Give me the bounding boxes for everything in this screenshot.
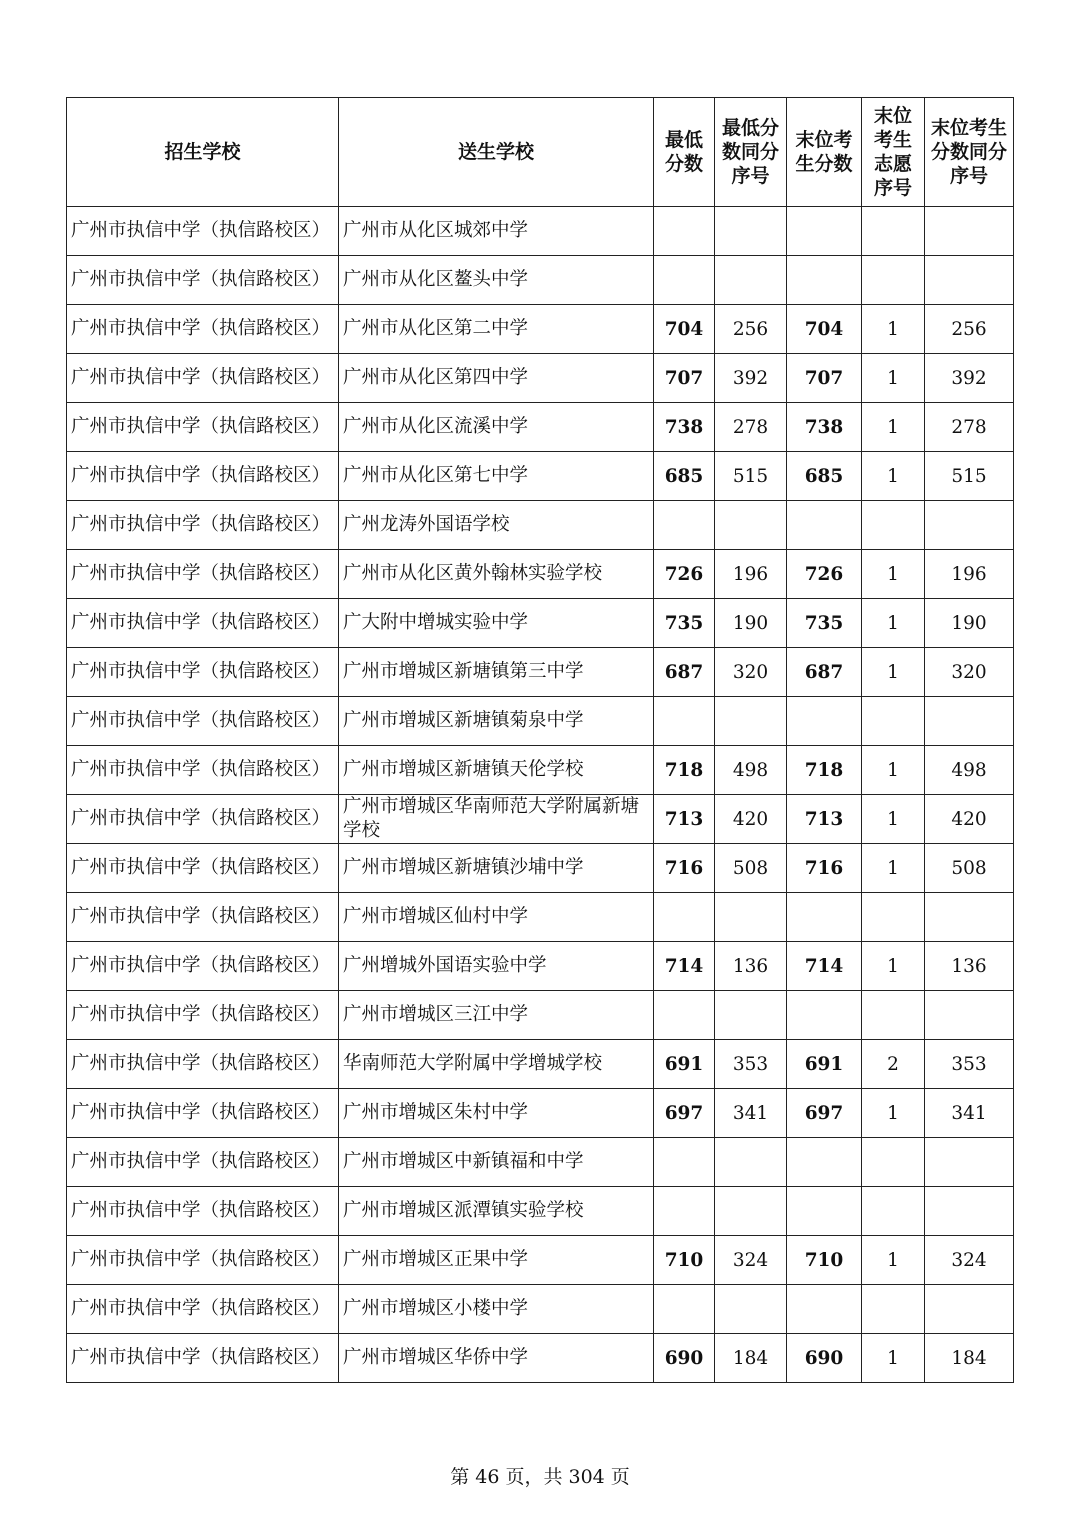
cell-min-score-rank <box>715 697 787 746</box>
cell-enroll-school: 广州市执信中学（执信路校区） <box>67 697 339 746</box>
header-last-score-rank: 末位考生 分数同分 序号 <box>925 98 1014 207</box>
table-row <box>67 1089 1014 1138</box>
cell-last-choice <box>862 991 925 1040</box>
cell-last-score-rank <box>925 207 1014 256</box>
cell-enroll-school: 广州市执信中学（执信路校区） <box>67 403 339 452</box>
cell-last-score: 726 <box>787 550 862 599</box>
cell-last-choice <box>862 1187 925 1236</box>
cell-sender-school: 广州市增城区新塘镇第三中学 <box>339 648 654 697</box>
cell-last-choice: 1 <box>862 550 925 599</box>
cell-last-score <box>787 501 862 550</box>
cell-last-score: 697 <box>787 1089 862 1138</box>
cell-enroll-school: 广州市执信中学（执信路校区） <box>67 1334 339 1383</box>
table-row <box>67 403 1014 452</box>
cell-last-choice <box>862 1138 925 1187</box>
cell-enroll-school: 广州市执信中学（执信路校区） <box>67 844 339 893</box>
cell-sender-school: 广州市增城区派潭镇实验学校 <box>339 1187 654 1236</box>
cell-last-choice: 1 <box>862 648 925 697</box>
cell-min-score-rank: 320 <box>715 648 787 697</box>
cell-min-score: 714 <box>654 942 715 991</box>
cell-last-score <box>787 697 862 746</box>
cell-min-score: 707 <box>654 354 715 403</box>
cell-last-score: 718 <box>787 746 862 795</box>
cell-min-score-rank <box>715 1138 787 1187</box>
cell-sender-school: 广州市从化区第七中学 <box>339 452 654 501</box>
header-min-score-rank: 最低分 数同分 序号 <box>715 98 787 207</box>
cell-enroll-school: 广州市执信中学（执信路校区） <box>67 207 339 256</box>
cell-last-score: 738 <box>787 403 862 452</box>
cell-last-choice: 1 <box>862 746 925 795</box>
table-row <box>67 1236 1014 1285</box>
cell-sender-school: 广州增城外国语实验中学 <box>339 942 654 991</box>
cell-last-choice: 1 <box>862 305 925 354</box>
cell-min-score <box>654 256 715 305</box>
table-row <box>67 942 1014 991</box>
cell-sender-school: 广州市增城区小楼中学 <box>339 1285 654 1334</box>
cell-last-score-rank: 320 <box>925 648 1014 697</box>
cell-min-score-rank: 256 <box>715 305 787 354</box>
table-row <box>67 452 1014 501</box>
cell-min-score: 713 <box>654 795 715 844</box>
cell-sender-school: 广大附中增城实验中学 <box>339 599 654 648</box>
cell-sender-school: 广州市增城区三江中学 <box>339 991 654 1040</box>
cell-enroll-school: 广州市执信中学（执信路校区） <box>67 942 339 991</box>
cell-min-score <box>654 1138 715 1187</box>
cell-min-score: 687 <box>654 648 715 697</box>
cell-last-score: 714 <box>787 942 862 991</box>
table-row <box>67 746 1014 795</box>
cell-last-score <box>787 1187 862 1236</box>
cell-min-score-rank: 353 <box>715 1040 787 1089</box>
cell-enroll-school: 广州市执信中学（执信路校区） <box>67 354 339 403</box>
header-sender-school: 送生学校 <box>339 98 654 207</box>
cell-last-choice <box>862 697 925 746</box>
cell-last-choice: 1 <box>862 354 925 403</box>
cell-enroll-school: 广州市执信中学（执信路校区） <box>67 1285 339 1334</box>
cell-enroll-school: 广州市执信中学（执信路校区） <box>67 305 339 354</box>
cell-min-score: 691 <box>654 1040 715 1089</box>
cell-last-choice <box>862 1285 925 1334</box>
cell-enroll-school: 广州市执信中学（执信路校区） <box>67 991 339 1040</box>
cell-last-score-rank <box>925 256 1014 305</box>
cell-last-choice: 1 <box>862 403 925 452</box>
cell-last-score: 707 <box>787 354 862 403</box>
cell-min-score-rank: 196 <box>715 550 787 599</box>
cell-last-score: 704 <box>787 305 862 354</box>
cell-sender-school: 广州市从化区鳌头中学 <box>339 256 654 305</box>
cell-last-choice <box>862 893 925 942</box>
cell-enroll-school: 广州市执信中学（执信路校区） <box>67 1236 339 1285</box>
cell-last-score: 690 <box>787 1334 862 1383</box>
cell-last-score-rank: 392 <box>925 354 1014 403</box>
cell-enroll-school: 广州市执信中学（执信路校区） <box>67 648 339 697</box>
cell-last-score: 735 <box>787 599 862 648</box>
cell-last-score: 716 <box>787 844 862 893</box>
cell-sender-school: 广州市从化区第四中学 <box>339 354 654 403</box>
cell-min-score-rank: 420 <box>715 795 787 844</box>
cell-last-choice: 1 <box>862 1334 925 1383</box>
cell-last-choice: 1 <box>862 1089 925 1138</box>
cell-min-score-rank: 341 <box>715 1089 787 1138</box>
cell-sender-school: 广州市增城区正果中学 <box>339 1236 654 1285</box>
cell-last-score-rank: 136 <box>925 942 1014 991</box>
cell-last-score-rank: 324 <box>925 1236 1014 1285</box>
cell-sender-school: 广州市从化区流溪中学 <box>339 403 654 452</box>
cell-last-choice: 1 <box>862 452 925 501</box>
cell-min-score <box>654 697 715 746</box>
cell-enroll-school: 广州市执信中学（执信路校区） <box>67 893 339 942</box>
cell-last-score-rank: 498 <box>925 746 1014 795</box>
cell-enroll-school: 广州市执信中学（执信路校区） <box>67 795 339 844</box>
table-row <box>67 844 1014 893</box>
cell-min-score: 704 <box>654 305 715 354</box>
table-row <box>67 550 1014 599</box>
cell-enroll-school: 广州市执信中学（执信路校区） <box>67 599 339 648</box>
cell-sender-school: 广州龙涛外国语学校 <box>339 501 654 550</box>
cell-last-score-rank <box>925 697 1014 746</box>
cell-last-score-rank: 508 <box>925 844 1014 893</box>
cell-sender-school: 广州市增城区新塘镇天伦学校 <box>339 746 654 795</box>
cell-last-score-rank <box>925 991 1014 1040</box>
cell-last-choice <box>862 501 925 550</box>
cell-min-score-rank <box>715 991 787 1040</box>
page-footer: 第 46 页，共 304 页 <box>450 1466 630 1488</box>
header-enroll-school: 招生学校 <box>67 98 339 207</box>
cell-min-score-rank: 498 <box>715 746 787 795</box>
cell-sender-school: 广州市增城区朱村中学 <box>339 1089 654 1138</box>
cell-min-score-rank: 515 <box>715 452 787 501</box>
table-header-row <box>67 98 1014 207</box>
cell-min-score-rank: 278 <box>715 403 787 452</box>
cell-last-score: 685 <box>787 452 862 501</box>
table-row <box>67 697 1014 746</box>
cell-min-score-rank <box>715 893 787 942</box>
cell-last-score-rank <box>925 893 1014 942</box>
cell-min-score: 735 <box>654 599 715 648</box>
cell-min-score-rank: 184 <box>715 1334 787 1383</box>
cell-min-score <box>654 207 715 256</box>
table-row <box>67 1187 1014 1236</box>
cell-min-score <box>654 991 715 1040</box>
cell-last-score-rank: 196 <box>925 550 1014 599</box>
cell-min-score-rank <box>715 1187 787 1236</box>
table-row <box>67 648 1014 697</box>
cell-min-score-rank <box>715 207 787 256</box>
cell-last-score: 713 <box>787 795 862 844</box>
cell-last-score-rank <box>925 501 1014 550</box>
cell-last-score-rank <box>925 1138 1014 1187</box>
cell-min-score-rank: 508 <box>715 844 787 893</box>
cell-min-score <box>654 501 715 550</box>
header-last-choice: 末位 考生 志愿 序号 <box>862 98 925 207</box>
header-last-score: 末位考 生分数 <box>787 98 862 207</box>
cell-last-score: 710 <box>787 1236 862 1285</box>
cell-last-score-rank: 515 <box>925 452 1014 501</box>
cell-enroll-school: 广州市执信中学（执信路校区） <box>67 256 339 305</box>
cell-min-score: 716 <box>654 844 715 893</box>
cell-min-score-rank <box>715 256 787 305</box>
cell-sender-school: 广州市增城区华南师范大学附属新塘学校 <box>339 795 654 844</box>
table-row <box>67 256 1014 305</box>
cell-sender-school: 广州市增城区新塘镇菊泉中学 <box>339 697 654 746</box>
cell-min-score: 710 <box>654 1236 715 1285</box>
cell-last-score-rank: 353 <box>925 1040 1014 1089</box>
cell-last-score <box>787 256 862 305</box>
cell-last-score-rank <box>925 1285 1014 1334</box>
table-row <box>67 991 1014 1040</box>
cell-last-score-rank: 190 <box>925 599 1014 648</box>
cell-last-choice: 1 <box>862 1236 925 1285</box>
cell-sender-school: 广州市从化区城郊中学 <box>339 207 654 256</box>
cell-last-choice: 1 <box>862 599 925 648</box>
table-row <box>67 599 1014 648</box>
cell-min-score-rank: 392 <box>715 354 787 403</box>
cell-min-score <box>654 893 715 942</box>
cell-min-score: 726 <box>654 550 715 599</box>
table-row <box>67 207 1014 256</box>
cell-last-choice <box>862 207 925 256</box>
cell-min-score <box>654 1187 715 1236</box>
header-min-score: 最低 分数 <box>654 98 715 207</box>
cell-last-score <box>787 1285 862 1334</box>
cell-last-choice: 1 <box>862 844 925 893</box>
cell-last-score-rank: 256 <box>925 305 1014 354</box>
cell-last-score-rank: 184 <box>925 1334 1014 1383</box>
cell-min-score: 738 <box>654 403 715 452</box>
cell-last-choice: 1 <box>862 942 925 991</box>
cell-min-score: 685 <box>654 452 715 501</box>
cell-sender-school: 广州市增城区新塘镇沙埔中学 <box>339 844 654 893</box>
cell-last-score-rank: 341 <box>925 1089 1014 1138</box>
cell-min-score: 718 <box>654 746 715 795</box>
cell-last-score: 691 <box>787 1040 862 1089</box>
cell-last-score <box>787 893 862 942</box>
table-row <box>67 305 1014 354</box>
cell-enroll-school: 广州市执信中学（执信路校区） <box>67 550 339 599</box>
table-row <box>67 1138 1014 1187</box>
cell-min-score-rank: 190 <box>715 599 787 648</box>
cell-sender-school: 广州市从化区黄外翰林实验学校 <box>339 550 654 599</box>
cell-sender-school: 华南师范大学附属中学增城学校 <box>339 1040 654 1089</box>
cell-last-score: 687 <box>787 648 862 697</box>
cell-sender-school: 广州市增城区仙村中学 <box>339 893 654 942</box>
cell-last-score-rank <box>925 1187 1014 1236</box>
cell-enroll-school: 广州市执信中学（执信路校区） <box>67 1187 339 1236</box>
cell-min-score-rank <box>715 1285 787 1334</box>
table-row <box>67 354 1014 403</box>
cell-last-choice <box>862 256 925 305</box>
cell-last-score-rank: 420 <box>925 795 1014 844</box>
cell-min-score-rank <box>715 501 787 550</box>
cell-enroll-school: 广州市执信中学（执信路校区） <box>67 1089 339 1138</box>
table-row <box>67 795 1014 844</box>
cell-sender-school: 广州市从化区第二中学 <box>339 305 654 354</box>
admission-score-table <box>66 97 1014 1383</box>
cell-sender-school: 广州市增城区华侨中学 <box>339 1334 654 1383</box>
cell-sender-school: 广州市增城区中新镇福和中学 <box>339 1138 654 1187</box>
cell-last-score-rank: 278 <box>925 403 1014 452</box>
cell-enroll-school: 广州市执信中学（执信路校区） <box>67 1138 339 1187</box>
cell-min-score: 690 <box>654 1334 715 1383</box>
table-row <box>67 501 1014 550</box>
cell-last-score <box>787 991 862 1040</box>
cell-last-score <box>787 207 862 256</box>
cell-min-score <box>654 1285 715 1334</box>
cell-last-score <box>787 1138 862 1187</box>
cell-min-score-rank: 324 <box>715 1236 787 1285</box>
table-row <box>67 1285 1014 1334</box>
table-row <box>67 1040 1014 1089</box>
cell-enroll-school: 广州市执信中学（执信路校区） <box>67 746 339 795</box>
table-row <box>67 893 1014 942</box>
cell-last-choice: 2 <box>862 1040 925 1089</box>
table-row <box>67 1334 1014 1383</box>
cell-last-choice: 1 <box>862 795 925 844</box>
cell-enroll-school: 广州市执信中学（执信路校区） <box>67 501 339 550</box>
table-body <box>67 207 1014 1383</box>
cell-min-score-rank: 136 <box>715 942 787 991</box>
cell-min-score: 697 <box>654 1089 715 1138</box>
cell-enroll-school: 广州市执信中学（执信路校区） <box>67 1040 339 1089</box>
cell-enroll-school: 广州市执信中学（执信路校区） <box>67 452 339 501</box>
